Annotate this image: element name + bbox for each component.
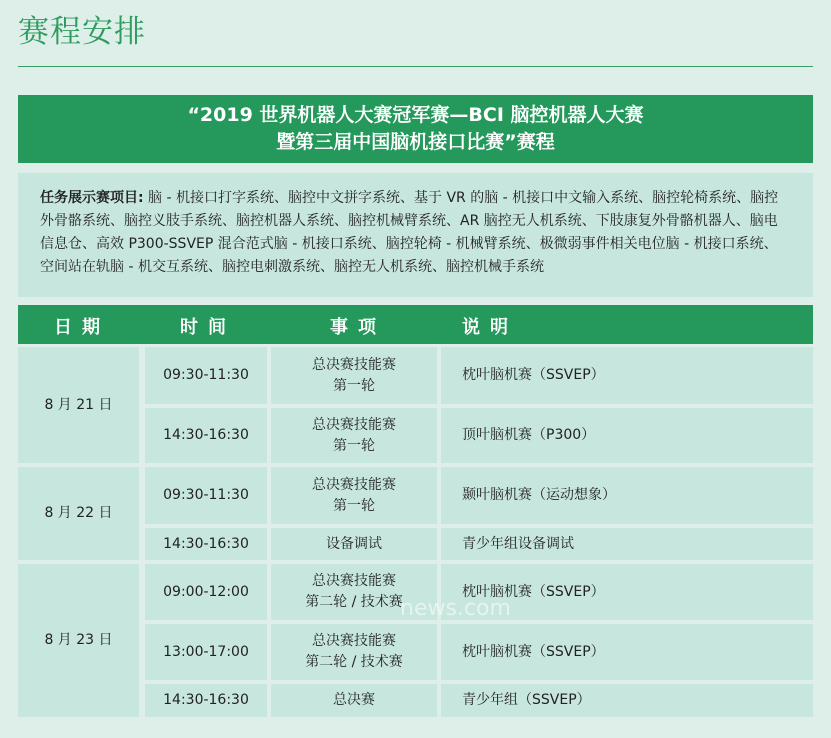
description-box: [18, 173, 813, 297]
item-line-1: 总决赛技能赛: [312, 416, 396, 433]
item-cell: [271, 564, 437, 620]
time-cell: 14:30-16:30: [145, 408, 267, 463]
header-note: 说明: [462, 317, 518, 338]
banner-line-2: 暨第三届中国脑机接口比赛”赛程: [276, 131, 555, 153]
item-cell: [271, 624, 437, 680]
note-cell: 枕叶脑机赛（SSVEP）: [441, 564, 813, 620]
time-cell: 14:30-16:30: [145, 684, 267, 717]
note-cell: 青少年组（SSVEP）: [441, 684, 813, 717]
table-header: [18, 305, 813, 344]
header-item: 事项: [330, 317, 386, 338]
item-line-2: 第一轮: [333, 437, 375, 454]
title-divider: [18, 66, 813, 67]
description-text: 脑 - 机接口打字系统、脑控中文拼字系统、基于 VR 的脑 - 机接口中文输入系统、脑控轮椅系统、脑控外骨骼系统、脑控义肢手系统、脑控机器人系统、脑控机械臂系统、AR 脑控无人机系统、下肢康复外骨骼机器人、脑电信息仓、高效 P300-SSVEP 混合范式脑 - 机接口系统、脑控轮椅 - 机械臂系统、极微弱事件相关电位脑 - 机接口系统、空间站在轨脑 - 机交互系统、脑控电刺激系统、脑控无人机系统、脑控机械手系统: [40, 190, 779, 275]
item-line-1: 总决赛技能赛: [312, 356, 396, 373]
item-line-1: 总决赛技能赛: [312, 476, 396, 493]
date-cell-aug22: 8 月 22 日: [18, 467, 139, 560]
time-cell: 09:30-11:30: [145, 467, 267, 524]
note-cell: 枕叶脑机赛（SSVEP）: [441, 347, 813, 404]
item-cell: [271, 408, 437, 463]
date-cell-aug21: 8 月 21 日: [18, 347, 139, 463]
item-cell: [271, 347, 437, 404]
item-line-1: 总决赛技能赛: [312, 573, 396, 589]
note-cell: 顶叶脑机赛（P300）: [441, 408, 813, 463]
watermark: news.com: [400, 596, 511, 621]
time-cell: 14:30-16:30: [145, 528, 267, 560]
note-cell: 颞叶脑机赛（运动想象）: [441, 467, 813, 524]
note-cell: 青少年组设备调试: [441, 528, 813, 560]
header-time: 时间: [180, 317, 236, 338]
time-cell: 09:30-11:30: [145, 347, 267, 404]
item-line-2: 第二轮 / 技术赛: [305, 594, 403, 610]
item-cell: 设备调试: [271, 528, 437, 560]
note-cell: 枕叶脑机赛（SSVEP）: [441, 624, 813, 680]
page-title: 赛程安排: [18, 14, 146, 50]
item-line-2: 第一轮: [333, 377, 375, 394]
date-cell-aug23: 8 月 23 日: [18, 564, 139, 717]
description-label: 任务展示赛项目:: [40, 190, 144, 206]
time-cell: 13:00-17:00: [145, 624, 267, 680]
item-line-1: 总决赛技能赛: [312, 633, 396, 649]
banner-line-1: “2019 世界机器人大赛冠军赛—BCI 脑控机器人大赛: [187, 104, 644, 126]
item-line-2: 第二轮 / 技术赛: [305, 654, 403, 670]
schedule-banner: [18, 95, 813, 163]
header-date: 日期: [54, 317, 110, 338]
item-line-2: 第一轮: [333, 497, 375, 514]
item-cell: 总决赛: [271, 684, 437, 717]
time-cell: 09:00-12:00: [145, 564, 267, 620]
item-cell: [271, 467, 437, 524]
